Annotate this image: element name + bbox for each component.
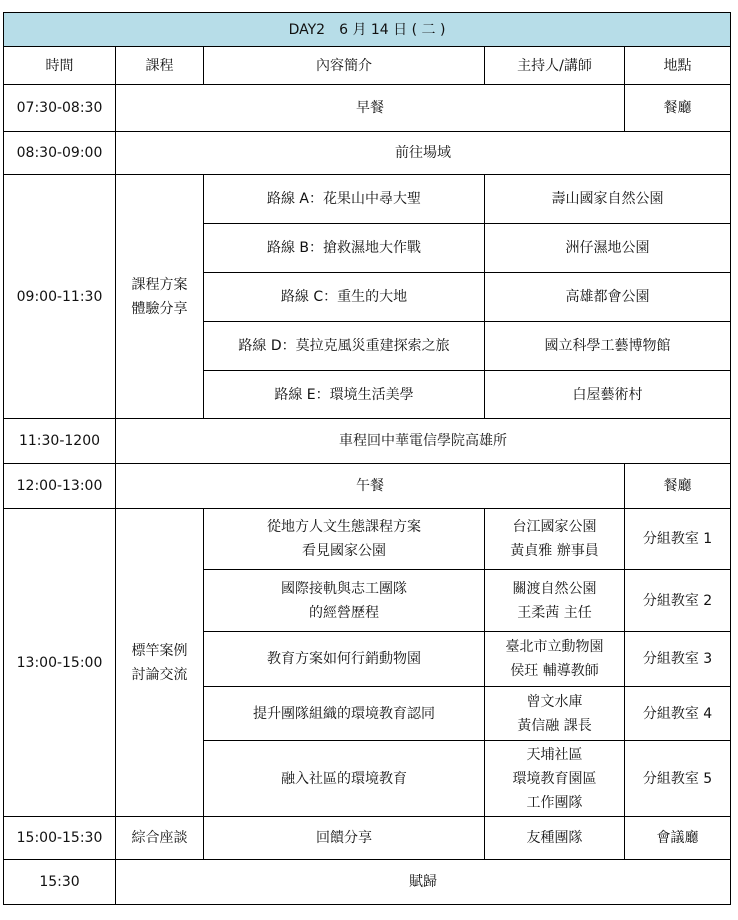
lunch-row (4, 464, 731, 509)
day-title: DAY2 6 月 14 日 ( 二 ) (4, 13, 731, 47)
farewell-row (4, 860, 731, 905)
breakfast-row (4, 85, 731, 132)
forum-content: 回饋分享 (204, 817, 485, 860)
case-room: 分組教室 4 (625, 687, 731, 741)
forum-time: 15:00-15:30 (4, 817, 116, 860)
forum-course: 綜合座談 (116, 817, 204, 860)
header-host: 主持人/講師 (485, 47, 625, 85)
cases-course-line2: 討論交流 (131, 666, 188, 683)
route-place: 壽山國家自然公園 (485, 175, 731, 224)
case-host-line: 環境教育園區 (512, 770, 597, 787)
routes-time: 09:00-11:30 (4, 175, 116, 419)
case-content: 教育方案如何行銷動物園 (204, 632, 485, 687)
case-room: 分組教室 5 (625, 741, 731, 817)
return-time: 11:30-1200 (4, 419, 116, 464)
cases-time: 13:00-15:00 (4, 509, 116, 817)
route-place: 洲仔濕地公園 (485, 224, 731, 273)
case-host-line: 工作團隊 (526, 794, 583, 811)
routes-course-line1: 課程方案 (131, 276, 188, 293)
case-content: 融入社區的環境教育 (204, 741, 485, 817)
case-host-line: 侯玨 輔導教師 (510, 663, 599, 679)
header-course: 課程 (116, 47, 204, 85)
case-host-line: 曾文水庫 (526, 693, 583, 710)
return-row (4, 419, 731, 464)
case-content-line: 的經營歷程 (309, 604, 379, 621)
case-row (4, 509, 731, 570)
route-place: 白屋藝術村 (485, 371, 731, 419)
return-content: 車程回中華電信學院高雄所 (116, 419, 731, 464)
depart-time: 08:30-09:00 (4, 132, 116, 175)
route-place: 國立科學工藝博物館 (485, 322, 731, 371)
farewell-time: 15:30 (4, 860, 116, 905)
case-room: 分組教室 1 (625, 509, 731, 570)
header-time: 時間 (4, 47, 116, 85)
forum-location: 會議廳 (625, 817, 731, 860)
route-name: 路線 C：重生的大地 (204, 273, 485, 322)
case-content-line: 國際接軌與志工團隊 (281, 580, 407, 597)
cases-course (116, 509, 204, 817)
case-host (485, 570, 625, 632)
case-host-line: 黃信融 課長 (517, 717, 592, 734)
depart-content: 前往場域 (116, 132, 731, 175)
case-room: 分組教室 3 (625, 632, 731, 687)
case-content (204, 509, 485, 570)
case-content-line: 看見國家公園 (302, 543, 386, 559)
breakfast-content: 早餐 (116, 85, 625, 132)
forum-host: 友種團隊 (485, 817, 625, 860)
case-host (485, 741, 625, 817)
depart-row (4, 132, 731, 175)
case-content: 提升團隊組織的環境教育認同 (204, 687, 485, 741)
route-name: 路線 E：環境生活美學 (204, 371, 485, 419)
cases-course-line1: 標竿案例 (131, 642, 188, 659)
header-row (4, 47, 731, 85)
case-host-line: 台江國家公園 (512, 519, 597, 535)
schedule-table (3, 12, 731, 905)
case-content-line: 從地方人文生態課程方案 (267, 519, 421, 535)
lunch-location: 餐廳 (625, 464, 731, 509)
forum-row (4, 817, 731, 860)
case-host-line: 天埔社區 (526, 746, 583, 763)
case-host (485, 632, 625, 687)
case-room: 分組教室 2 (625, 570, 731, 632)
case-host (485, 687, 625, 741)
routes-course (116, 175, 204, 419)
lunch-time: 12:00-13:00 (4, 464, 116, 509)
case-host-line: 臺北市立動物園 (505, 639, 604, 655)
case-host-line: 王柔茜 主任 (517, 604, 592, 621)
lunch-content: 午餐 (116, 464, 625, 509)
breakfast-time: 07:30-08:30 (4, 85, 116, 132)
farewell-content: 賦歸 (116, 860, 731, 905)
breakfast-location: 餐廳 (625, 85, 731, 132)
route-name: 路線 B：搶救濕地大作戰 (204, 224, 485, 273)
route-place: 高雄都會公園 (485, 273, 731, 322)
case-host (485, 509, 625, 570)
case-content (204, 570, 485, 632)
header-location: 地點 (625, 47, 731, 85)
route-row (4, 175, 731, 224)
case-host-line: 關渡自然公園 (512, 580, 597, 597)
title-row (4, 13, 731, 47)
route-name: 路線 D：莫拉克風災重建探索之旅 (204, 322, 485, 371)
case-host-line: 黃貞雅 辦事員 (510, 543, 599, 559)
header-content: 內容簡介 (204, 47, 485, 85)
route-name: 路線 A：花果山中尋大聖 (204, 175, 485, 224)
routes-course-line2: 體驗分享 (131, 300, 188, 317)
